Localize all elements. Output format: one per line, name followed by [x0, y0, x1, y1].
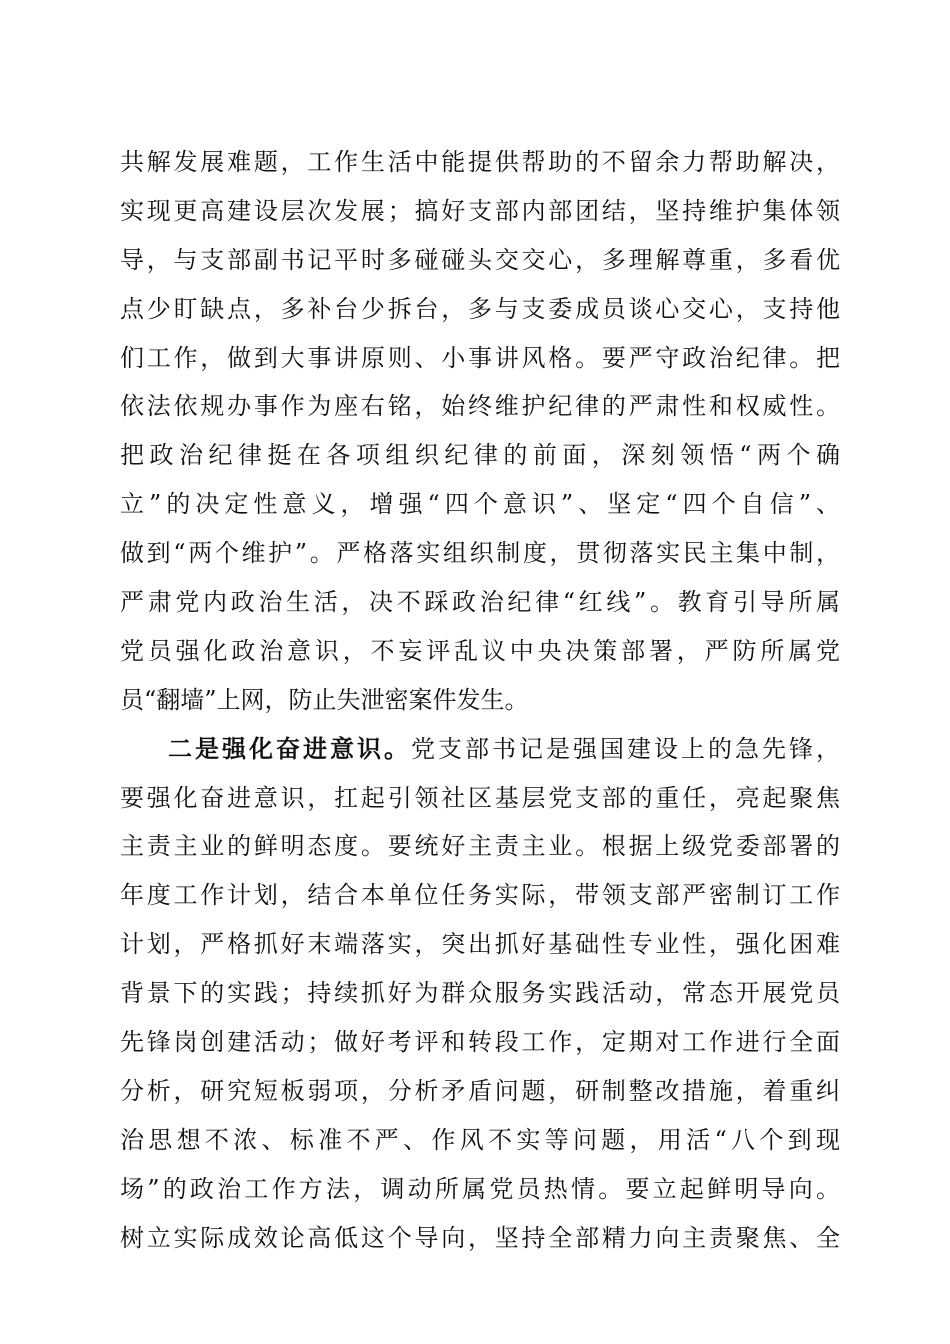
text-line: 场”的政治工作方法，调动所属党员热情。要立起鲜明导向。	[120, 1174, 840, 1203]
text-line: 共解发展难题，工作生活中能提供帮助的不留余力帮助解决，	[120, 148, 840, 176]
text-line: 分析，研究短板弱项，分析矛盾问题，研制整改措施，着重纠	[120, 1076, 840, 1105]
text-line: 严肃党内政治生活，决不踩政治纪律“红线”。教育引导所属	[120, 588, 840, 617]
paragraph-first-line	[120, 725, 840, 774]
text-line: 做到“两个维护”。严格落实组织制度，贯彻落实民主集中制，	[120, 539, 840, 568]
document-body	[120, 138, 840, 1262]
text-line: 党员强化政治意识，不妄评乱议中央决策部署，严防所属党	[120, 636, 840, 665]
text-line: 年度工作计划，结合本单位任务实际，带领支部严密制订工作	[120, 881, 840, 910]
text-line: 导，与支部副书记平时多碰碰头交交心，多理解尊重，多看优	[120, 245, 840, 274]
paragraph-heading: 二是强化奋进意识。	[168, 733, 411, 763]
text-line: 树立实际成效论高低这个导向，坚持全部精力向主责聚焦、全	[120, 1223, 840, 1252]
text-line: 计划，严格抓好末端落实，突出抓好基础性专业性，强化困难	[120, 930, 840, 959]
text-line: 依法依规办事作为座右铭，始终维护纪律的严肃性和权威性。	[120, 392, 840, 421]
text-line: 点少盯缺点，多补台少拆台，多与支委成员谈心交心，支持他	[120, 294, 840, 323]
text-line: 立”的决定性意义，增强“四个意识”、坚定“四个自信”、	[120, 490, 840, 519]
text-line: 先锋岗创建活动；做好考评和转段工作，定期对工作进行全面	[120, 1028, 840, 1057]
text-line: 治思想不浓、标准不严、作风不实等问题，用活“八个到现	[120, 1125, 840, 1154]
text-line: 把政治纪律挺在各项组织纪律的前面，深刻领悟“两个确	[120, 441, 840, 470]
text-line: 主责主业的鲜明态度。要统好主责主业。根据上级党委部署的	[120, 832, 840, 861]
text-line: 背景下的实践；持续抓好为群众服务实践活动，常态开展党员	[120, 979, 840, 1008]
text-line: 员“翻墙”上网，防止失泄密案件发生。	[120, 685, 529, 714]
text-line: 们工作，做到大事讲原则、小事讲风格。要严守政治纪律。把	[120, 343, 840, 372]
text-line: 要强化奋进意识，扛起引领社区基层党支部的重任，亮起聚焦	[120, 783, 840, 812]
paragraph-first-line-text: 党支部书记是强国建设上的急先锋，	[411, 734, 840, 763]
text-line: 实现更高建设层次发展；搞好支部内部团结，坚持维护集体领	[120, 196, 840, 225]
